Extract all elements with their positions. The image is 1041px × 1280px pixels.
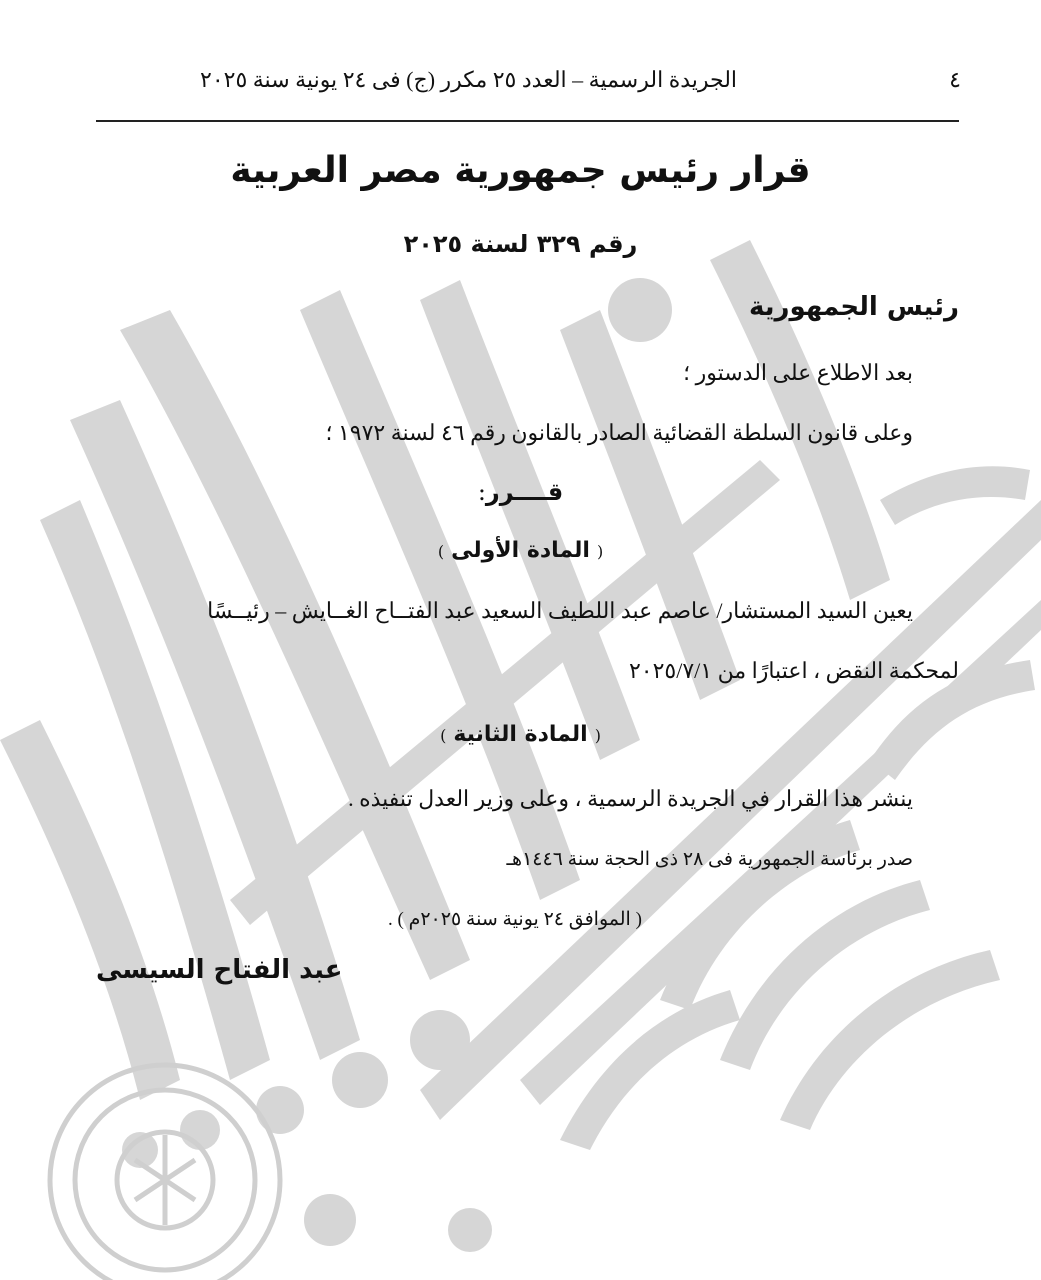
decree-title: قرار رئيس جمهورية مصر العربية xyxy=(230,150,811,191)
issued-line: صدر برئاسة الجمهورية فى ٢٨ ذى الحجة سنة ١٤٤٦هـ xyxy=(506,849,913,870)
article-1-title: المادة الأولى xyxy=(451,538,590,563)
running-title: الجريدة الرسمية – العدد ٢٥ مكرر (ج) فى ٢٤ يونية سنة ٢٠٢٥ xyxy=(200,67,738,92)
decided-label: قــــرر xyxy=(485,478,564,506)
preamble-2: وعلى قانون السلطة القضائية الصادر بالقانون رقم ٤٦ لسنة ١٩٧٢ ؛ xyxy=(325,420,913,445)
article-1-line-1: يعين السيد المستشار/ عاصم عبد اللطيف السعيد عبد الفتــاح الغــايش – رئيــسًا xyxy=(207,598,913,623)
decided-colon: : xyxy=(477,478,486,506)
header-divider xyxy=(96,120,959,122)
decided-heading xyxy=(0,478,1041,506)
article-2-text: ينشر هذا القرار في الجريدة الرسمية ، وعلى وزير العدل تنفيذه . xyxy=(348,786,913,811)
running-header xyxy=(200,62,961,98)
article-1-heading: ( المادة الأولى ) xyxy=(437,538,604,563)
article-2-title: المادة الثانية xyxy=(453,722,588,747)
decree-number: رقم ٣٢٩ لسنة ٢٠٢٥ xyxy=(403,230,638,258)
article-1-line-2: لمحكمة النقض ، اعتبارًا من ٢٠٢٥/٧/١ xyxy=(628,658,959,683)
signature: عبد الفتاح السيسى xyxy=(96,955,343,985)
issuer-heading: رئيس الجمهورية xyxy=(749,292,959,322)
preamble-1: بعد الاطلاع على الدستور ؛ xyxy=(683,360,913,385)
page-number: ٤ xyxy=(949,67,961,92)
corresponding-line: ( الموافق ٢٤ يونية سنة ٢٠٢٥م ) . xyxy=(388,909,642,930)
article-2-heading: ( المادة الثانية ) xyxy=(440,722,601,747)
